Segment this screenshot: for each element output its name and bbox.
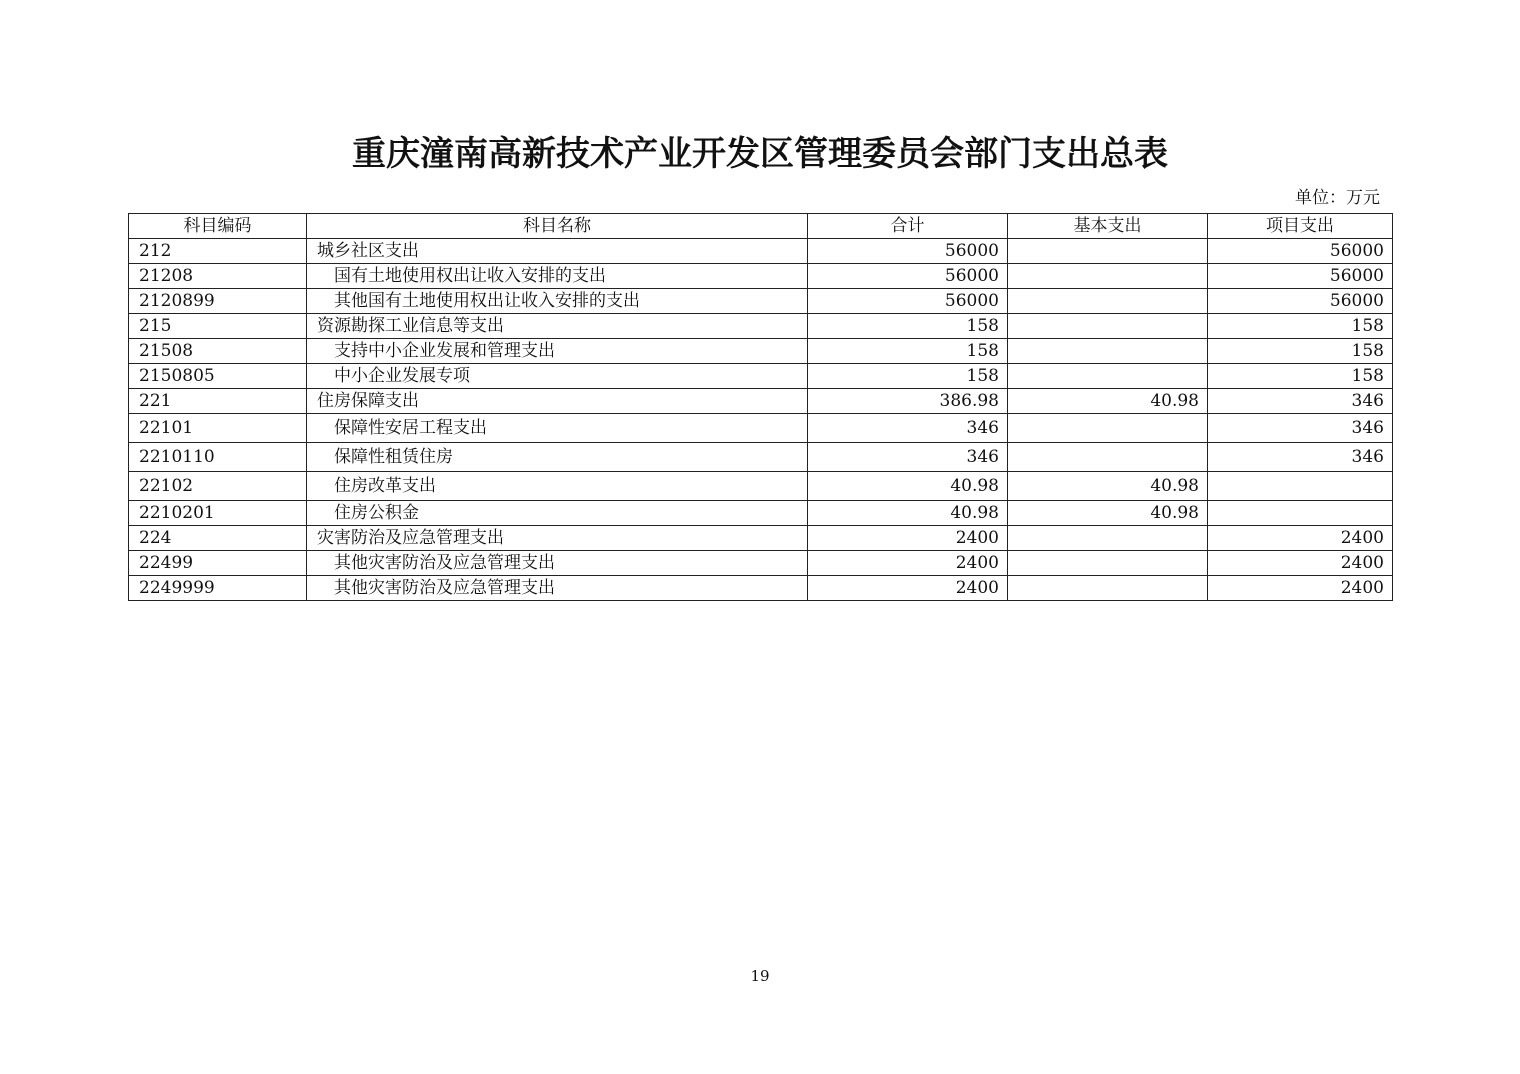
cell-name: 住房改革支出 [307,472,808,501]
table-row [129,289,1393,314]
cell-name: 资源勘探工业信息等支出 [307,314,808,339]
cell-code: 2150805 [129,364,307,389]
cell-project: 2400 [1208,576,1393,601]
cell-code: 21508 [129,339,307,364]
cell-project: 158 [1208,314,1393,339]
cell-name: 支持中小企业发展和管理支出 [307,339,808,364]
cell-basic [1008,339,1208,364]
header-basic: 基本支出 [1008,214,1208,239]
page-number: 19 [750,967,770,985]
cell-project: 56000 [1208,264,1393,289]
cell-project [1208,501,1393,526]
table-row [129,239,1393,264]
cell-basic [1008,551,1208,576]
cell-project: 346 [1208,443,1393,472]
cell-code: 2120899 [129,289,307,314]
table-row [129,501,1393,526]
table-header-row [129,214,1393,239]
cell-basic [1008,443,1208,472]
table-row [129,526,1393,551]
page-title: 重庆潼南高新技术产业开发区管理委员会部门支出总表 [352,134,1168,174]
cell-total: 40.98 [808,501,1008,526]
cell-basic [1008,576,1208,601]
cell-code: 22499 [129,551,307,576]
table-row [129,389,1393,414]
cell-total: 346 [808,443,1008,472]
cell-total: 386.98 [808,389,1008,414]
table-row [129,264,1393,289]
cell-code: 21208 [129,264,307,289]
cell-code: 2210110 [129,443,307,472]
cell-project: 158 [1208,339,1393,364]
cell-total: 56000 [808,239,1008,264]
cell-name: 其他国有土地使用权出让收入安排的支出 [307,289,808,314]
table-row [129,576,1393,601]
expenditure-table [128,213,1393,601]
cell-code: 215 [129,314,307,339]
cell-name: 灾害防治及应急管理支出 [307,526,808,551]
cell-code: 22102 [129,472,307,501]
cell-total: 56000 [808,289,1008,314]
cell-total: 2400 [808,551,1008,576]
cell-basic: 40.98 [1008,501,1208,526]
cell-total: 2400 [808,526,1008,551]
cell-basic [1008,289,1208,314]
cell-project: 158 [1208,364,1393,389]
cell-basic [1008,239,1208,264]
table-row [129,472,1393,501]
header-total: 合计 [808,214,1008,239]
cell-name: 保障性安居工程支出 [307,414,808,443]
cell-code: 22101 [129,414,307,443]
header-code: 科目编码 [129,214,307,239]
cell-basic [1008,526,1208,551]
cell-basic [1008,414,1208,443]
cell-name: 其他灾害防治及应急管理支出 [307,551,808,576]
table-row [129,314,1393,339]
cell-total: 40.98 [808,472,1008,501]
unit-label: 单位：万元 [1295,188,1380,208]
table-row [129,339,1393,364]
cell-total: 56000 [808,264,1008,289]
cell-total: 346 [808,414,1008,443]
cell-project: 346 [1208,389,1393,414]
cell-name: 国有土地使用权出让收入安排的支出 [307,264,808,289]
table-row [129,551,1393,576]
cell-project [1208,472,1393,501]
cell-name: 中小企业发展专项 [307,364,808,389]
cell-code: 212 [129,239,307,264]
cell-project: 2400 [1208,551,1393,576]
cell-project: 2400 [1208,526,1393,551]
cell-total: 2400 [808,576,1008,601]
cell-basic: 40.98 [1008,389,1208,414]
cell-name: 城乡社区支出 [307,239,808,264]
cell-project: 56000 [1208,289,1393,314]
cell-total: 158 [808,364,1008,389]
cell-project: 346 [1208,414,1393,443]
header-project: 项目支出 [1208,214,1393,239]
cell-name: 住房保障支出 [307,389,808,414]
cell-code: 221 [129,389,307,414]
cell-total: 158 [808,339,1008,364]
table-row [129,443,1393,472]
cell-code: 2210201 [129,501,307,526]
cell-project: 56000 [1208,239,1393,264]
cell-basic: 40.98 [1008,472,1208,501]
cell-basic [1008,264,1208,289]
cell-code: 224 [129,526,307,551]
header-name: 科目名称 [307,214,808,239]
cell-name: 保障性租赁住房 [307,443,808,472]
table-row [129,414,1393,443]
cell-code: 2249999 [129,576,307,601]
cell-total: 158 [808,314,1008,339]
cell-name: 其他灾害防治及应急管理支出 [307,576,808,601]
cell-basic [1008,314,1208,339]
cell-name: 住房公积金 [307,501,808,526]
table-row [129,364,1393,389]
cell-basic [1008,364,1208,389]
